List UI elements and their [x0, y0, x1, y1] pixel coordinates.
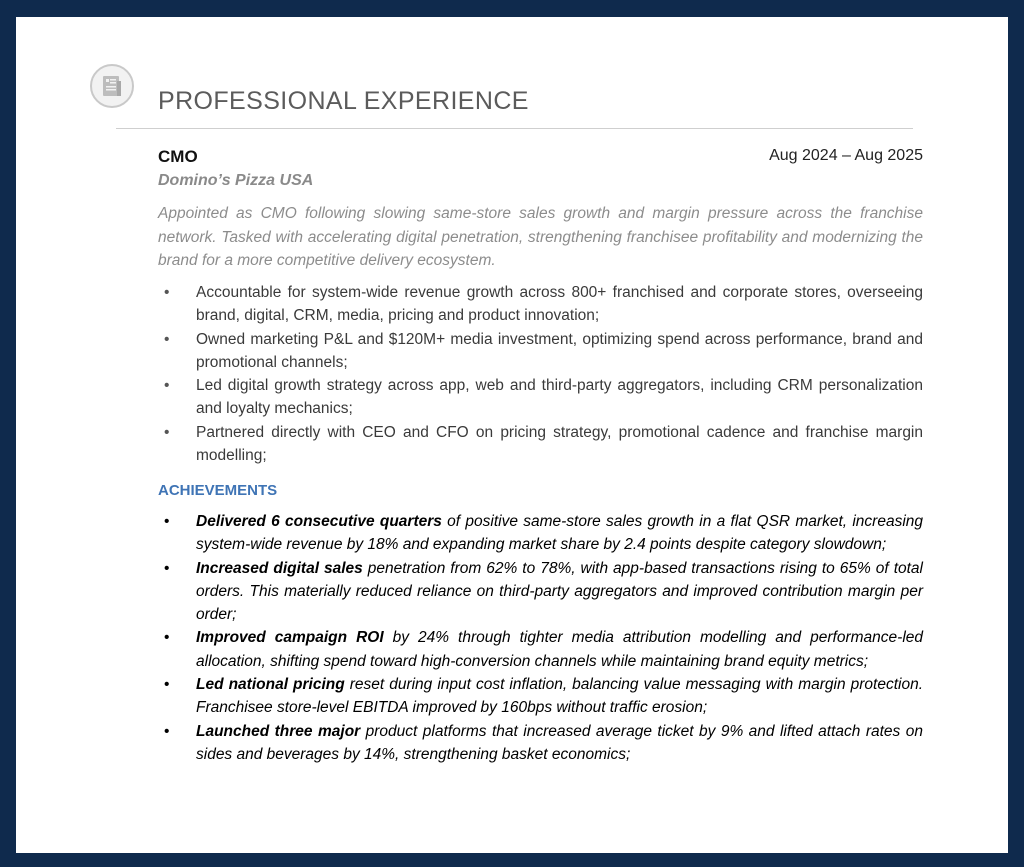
achievement-lead: Delivered 6 consecutive quarters [196, 513, 442, 530]
bullet-icon: • [164, 559, 170, 577]
achievement-item [158, 720, 923, 767]
achievement-text: product platforms that increased average ticket by 9% and lifted attach rates on sides and beverages by 14%, strengthening basket economics; [196, 722, 923, 763]
bullet-icon: • [164, 722, 170, 740]
role-summary: Appointed as CMO following slowing same-store sales growth and margin pressure across the franchise network. Tasked with accelerating digital penetration, strengthening franchisee profitability and modernizing the brand for a more competitive delivery ecosystem. [158, 205, 923, 269]
resume-page [16, 17, 1008, 853]
responsibility-text: Accountable for system-wide revenue growth across 800+ franchised and corporate stores, overseeing brand, digital, CRM, media, pricing and product innovation; [196, 284, 923, 325]
resume-logo-icon [90, 64, 134, 108]
achievement-lead: Launched three major [196, 722, 361, 740]
achievement-text: by 24% through tighter media attribution modelling and performance-led allocation, shifting spend toward high-conversion channels while maintaining brand equity metrics; [196, 629, 923, 670]
section-title: PROFESSIONAL EXPERIENCE [158, 87, 529, 115]
company-name: Domino’s Pizza USA [158, 172, 314, 189]
achievement-item [158, 557, 923, 627]
achievement-item [158, 510, 923, 557]
bullet-icon: • [164, 284, 170, 301]
bullet-icon: • [164, 513, 170, 530]
bullet-icon: • [164, 676, 170, 694]
bullet-icon: • [164, 629, 170, 647]
achievements-list [158, 510, 923, 766]
achievement-lead: Led national pricing [196, 676, 345, 694]
bullet-icon: • [164, 330, 170, 348]
achievement-lead: Increased digital sales [196, 559, 363, 577]
achievements-heading: ACHIEVEMENTS [158, 482, 278, 499]
achievement-text: penetration from 62% to 78%, with app-based transactions rising to 65% of total orders. This materially reduced reliance on third-party aggregators and improved contribution margin per order; [196, 559, 923, 624]
responsibility-item [158, 328, 923, 375]
role-title: CMO [158, 147, 198, 166]
bullet-icon: • [164, 423, 170, 441]
achievement-item [158, 673, 923, 720]
responsibility-item [158, 374, 923, 421]
achievement-lead: Improved campaign ROI [196, 629, 384, 647]
achievement-text: of positive same-store sales growth in a flat QSR market, increasing system-wide revenue by 18% and expanding market share by 2.4 points despite category slowdown; [196, 513, 924, 554]
role-dates: Aug 2024 – Aug 2025 [769, 147, 923, 164]
responsibilities-list [158, 281, 923, 467]
achievement-text: reset during input cost inflation, balancing value messaging with margin protection. Franchisee store-level EBITDA improved by 160bps without traffic erosion; [196, 676, 923, 717]
responsibility-text: Partnered directly with CEO and CFO on pricing strategy, promotional cadence and franchise margin modelling; [196, 423, 923, 465]
responsibility-text: Led digital growth strategy across app, web and third-party aggregators, including CRM personalization and loyalty mechanics; [196, 377, 923, 418]
responsibility-item [158, 421, 923, 468]
section-divider [116, 128, 913, 129]
responsibility-item [158, 281, 923, 328]
achievement-item [158, 626, 923, 673]
responsibility-text: Owned marketing P&L and $120M+ media investment, optimizing spend across performance, brand and promotional channels; [196, 330, 923, 371]
bullet-icon: • [164, 377, 170, 395]
